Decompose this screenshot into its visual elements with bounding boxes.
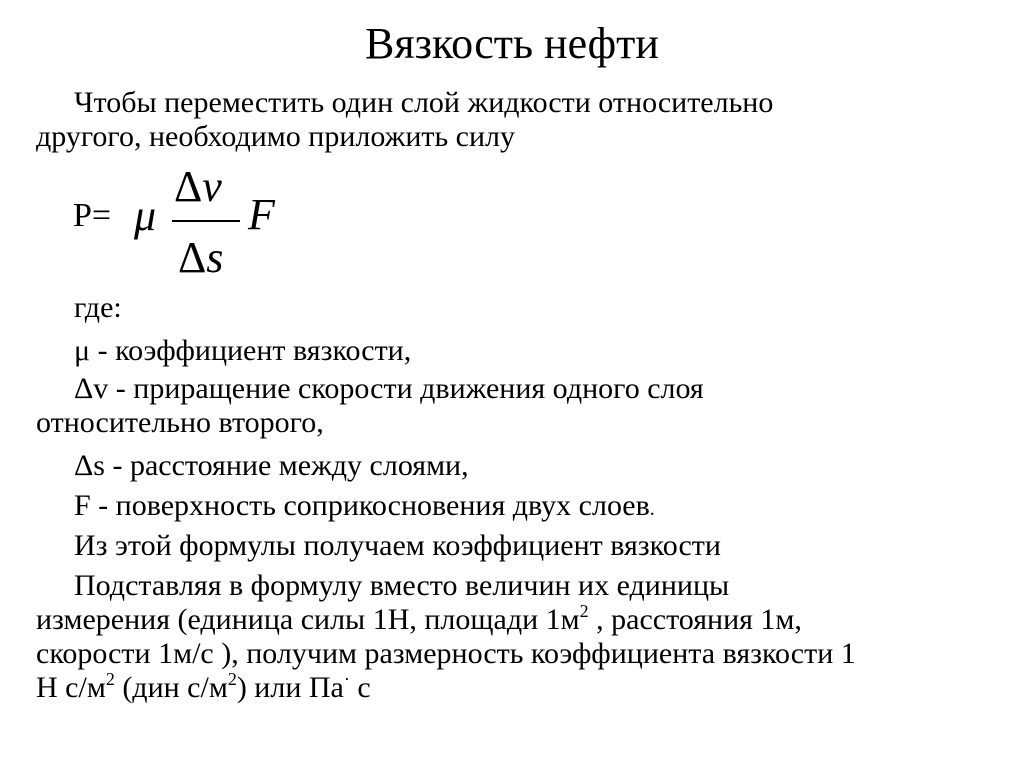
viscosity-formula — [0, 0, 1024, 280]
definition-dv-line-1: Δv - приращение скорости движения одного слоя — [74, 372, 704, 405]
units-line-2-a: измерения (единица силы 1Н, площади 1м — [36, 603, 580, 636]
units-line-4-dot: · — [343, 669, 350, 689]
definition-dv-line-2: относительно второго, — [36, 406, 324, 439]
units-paragraph — [36, 569, 986, 705]
units-line-2-superscript: 2 — [579, 601, 589, 621]
numerator-delta: Δ — [174, 162, 203, 211]
formula-F: F — [248, 190, 275, 239]
denominator-delta: Δ — [178, 233, 207, 282]
units-line-4-c: ) или Па — [236, 671, 344, 704]
intro-line-2: другого, необходимо приложить силу — [36, 120, 516, 153]
definition-dv — [36, 372, 986, 440]
definition-mu: μ - коэффициент вязкости, — [74, 334, 412, 367]
definition-ds: Δs - расстояние между слоями, — [74, 449, 469, 482]
units-line-4 — [36, 671, 986, 705]
definition-F-dot: . — [649, 498, 655, 520]
units-line-4-a: Н с/м — [36, 671, 106, 704]
formula-denominator — [178, 233, 223, 283]
units-line-2-b: , расстояния 1м, — [588, 603, 802, 636]
units-line-4-b: (дин с/м — [114, 671, 228, 704]
units-line-1: Подставляя в формулу вместо величин их единицы — [74, 569, 730, 602]
formula-numerator — [174, 162, 222, 212]
units-line-4-superscript-2: 2 — [227, 669, 237, 689]
page-title: Вязкость нефти — [365, 19, 659, 68]
definition-F-text: F - поверхность соприкосновения двух слоев — [74, 489, 650, 522]
where-label: где: — [74, 291, 122, 324]
formula-mu: μ — [134, 191, 157, 240]
conclusion: Из этой формулы получаем коэффициент вязкости — [74, 529, 721, 562]
definition-F — [36, 489, 986, 526]
denominator-variable: s — [206, 233, 224, 282]
intro-line-1: Чтобы переместить один слой жидкости относительно — [74, 86, 774, 119]
units-line-4-d: с — [349, 671, 371, 704]
formula-lhs: P= — [73, 197, 112, 234]
units-line-2 — [36, 603, 986, 637]
units-line-3: скорости 1м/с ), получим размерность коэффициента вязкости 1 — [36, 637, 856, 670]
fraction-bar — [172, 220, 240, 222]
units-line-4-superscript-1: 2 — [105, 669, 115, 689]
numerator-variable: v — [202, 162, 222, 211]
